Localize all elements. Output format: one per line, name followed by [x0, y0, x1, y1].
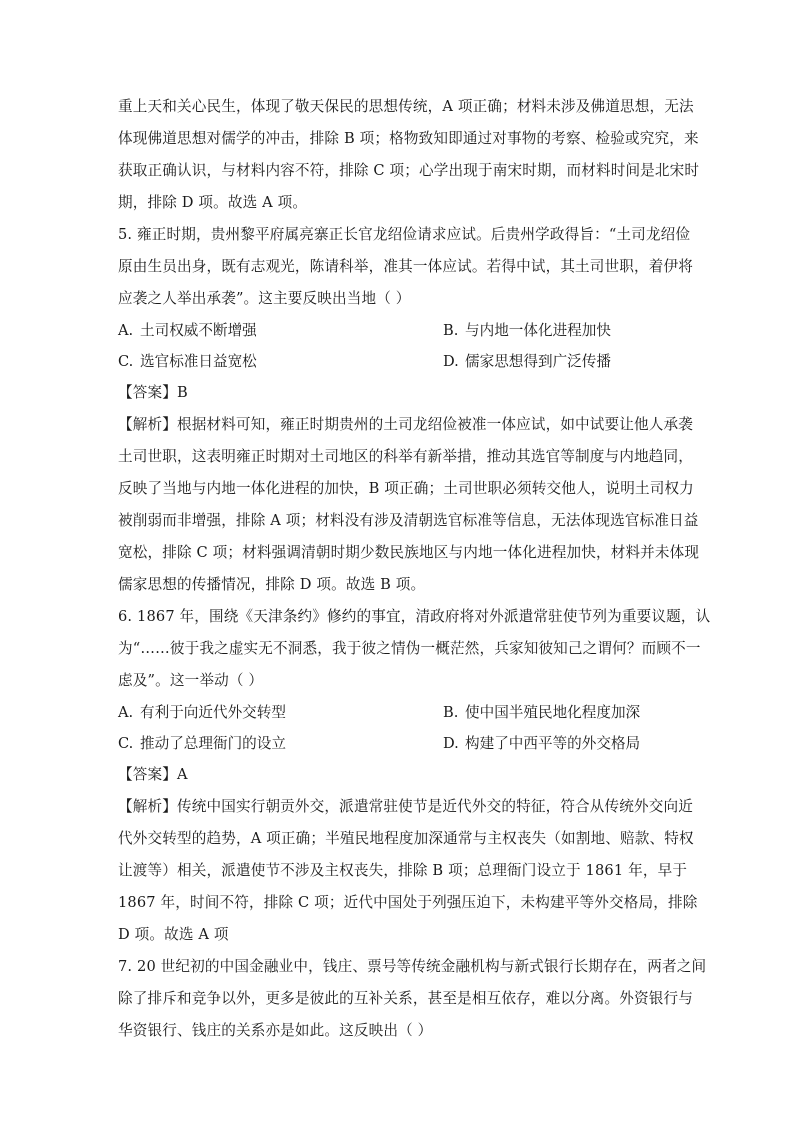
q6-answer: 【答案】A	[118, 766, 188, 783]
q5-analysis-line: 被削弱而非增强，排除 A 项；材料没有涉及清朝选官标准等信息，无法体现选官标准日益	[118, 512, 699, 529]
q5-analysis-line: 儒家思想的传播情况，排除 D 项。故选 B 项。	[118, 576, 426, 593]
q5-analysis-line: 反映了当地与内地一体化进程的加快，B 项正确；土司世职必须转交他人，说明土司权力	[118, 480, 694, 497]
q6-analysis-line: 代外交转型的趋势，A 项正确；半殖民地程度加深通常与主权丧失（如割地、赔款、特权	[118, 830, 694, 847]
intro-line: 重上天和关心民生，体现了敬天保民的思想传统，A 项正确；材料未涉及佛道思想，无法	[118, 98, 694, 115]
q5-stem-line: 原由生员出身，既有志观光，陈请科举，准其一体应试。若得中试，其土司世职，着伊将	[118, 258, 694, 275]
q6-analysis-line: 1867 年，时间不符，排除 C 项；近代中国处于列强压迫下，未构建平等外交格局，排除	[118, 894, 698, 911]
q5-stem-line: 应袭之人举出承袭”。这主要反映出当地（ ）	[118, 290, 411, 307]
q6-option-a: A. 有利于向近代外交转型	[118, 704, 286, 721]
q7-stem-line: 华资银行、钱庄的关系亦是如此。这反映出（ ）	[118, 1022, 433, 1039]
q6-option-c: C. 推动了总理衙门的设立	[118, 735, 286, 752]
q6-option-d: D. 构建了中西平等的外交格局	[443, 735, 641, 752]
q5-analysis-line: 宽松，排除 C 项；材料强调清朝时期少数民族地区与内地一体化进程加快，材料并未体现	[118, 544, 700, 561]
q5-answer: 【答案】B	[118, 384, 188, 401]
q5-analysis-line: 【解析】根据材料可知，雍正时期贵州的土司龙绍俭被准一体应试，如中试要让他人承袭	[118, 416, 694, 433]
q7-stem-line: 7. 20 世纪初的中国金融业中，钱庄、票号等传统金融机构与新式银行长期存在，两者之间	[118, 958, 707, 975]
intro-line: 获取正确认识，与材料内容不符，排除 C 项；心学出现于南宋时期，而材料时间是北宋时	[118, 162, 700, 179]
intro-line: 期，排除 D 项。故选 A 项。	[118, 194, 308, 211]
q6-analysis-line: D 项。故选 A 项	[118, 926, 229, 943]
q5-option-a: A. 土司权威不断增强	[118, 322, 257, 339]
q6-analysis-line: 【解析】传统中国实行朝贡外交，派遣常驻使节是近代外交的特征，符合从传统外交向近	[118, 798, 694, 815]
q5-option-c: C. 选官标准日益宽松	[118, 353, 257, 370]
q7-stem-line: 除了排斥和竞争以外，更多是彼此的互补关系，甚至是相互依存，难以分离。外资银行与	[118, 990, 694, 1007]
q5-analysis-line: 土司世职，这表明雍正时期对土司地区的科举有新举措，推动其选官等制度与内地趋同，	[118, 448, 694, 465]
q5-stem-line: 5. 雍正时期，贵州黎平府属亮寨正长官龙绍俭请求应试。后贵州学政得旨：“土司龙绍俭	[118, 226, 691, 243]
q6-stem-line: 为“……彼于我之虚实无不洞悉，我于彼之情伪一概茫然，兵家知彼知己之谓何？而顾不一	[118, 640, 701, 657]
q6-stem-line: 6. 1867 年，围绕《天津条约》修约的事宜，清政府将对外派遣常驻使节列为重要议题，认	[118, 608, 711, 625]
intro-line: 体现佛道思想对儒学的冲击，排除 B 项；格物致知即通过对事物的考察、检验或究究，来	[118, 130, 699, 147]
q5-option-b: B. 与内地一体化进程加快	[443, 322, 611, 339]
q6-option-b: B. 使中国半殖民地化程度加深	[443, 704, 641, 721]
q6-analysis-line: 让渡等）相关，派遣使节不涉及主权丧失，排除 B 项；总理衙门设立于 1861 年，早于	[118, 862, 688, 879]
q6-stem-line: 虑及”。这一举动（ ）	[118, 672, 264, 689]
q5-option-d: D. 儒家思想得到广泛传播	[443, 353, 611, 370]
